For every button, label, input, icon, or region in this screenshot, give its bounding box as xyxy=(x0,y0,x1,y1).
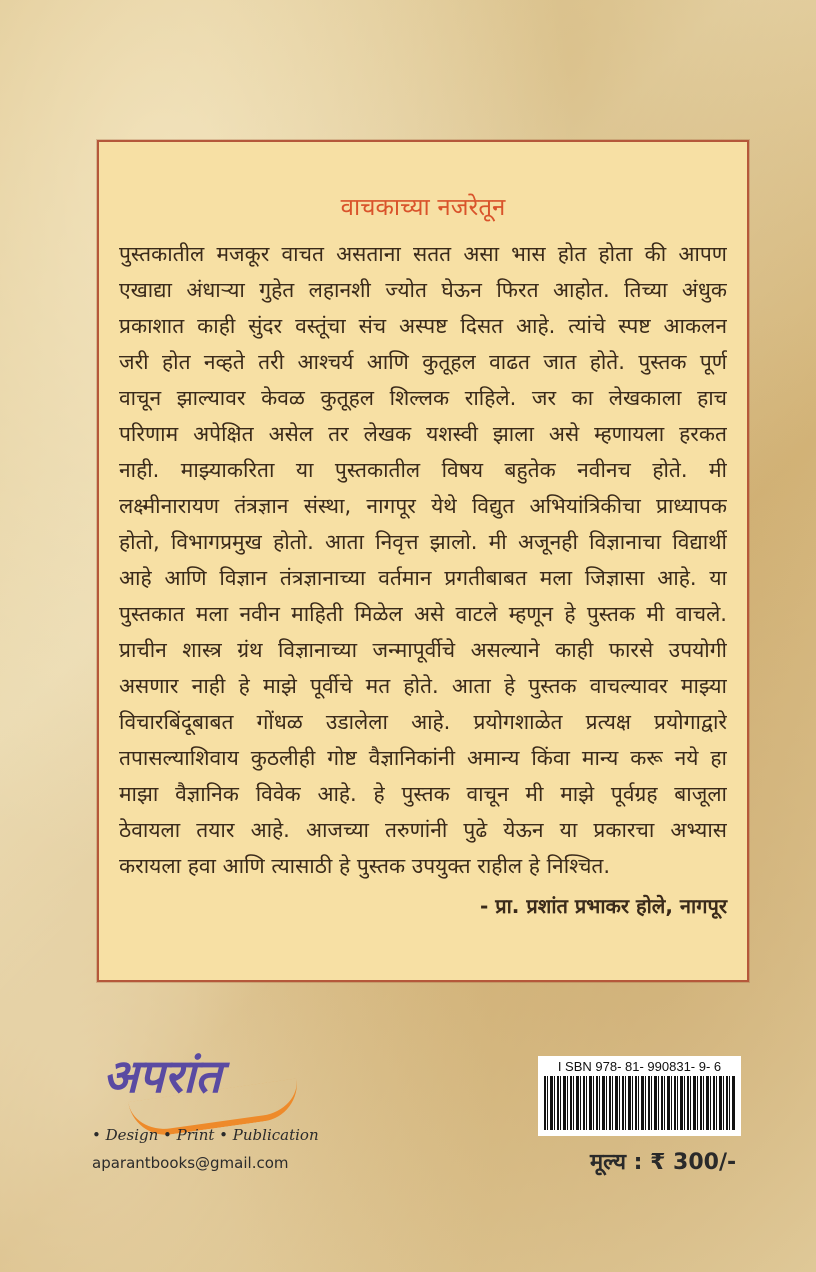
review-line: प्रकाशात काही सुंदर वस्तूंचा संच अस्पष्ट दिसत आहे. त्यांचे स्पष्ट आकलन xyxy=(119,314,727,338)
review-line: परिणाम अपेक्षित असेल तर लेखक यशस्वी झाला असे म्हणायला हरकत xyxy=(119,422,727,446)
review-line: जरी होत नव्हते तरी आश्चर्य आणि कुतूहल वाढत जात होते. पुस्तक पूर्ण xyxy=(119,350,727,374)
review-line: प्राचीन शास्त्र ग्रंथ विज्ञानाच्या जन्मापूर्वीचे असल्याने काही फारसे उपयोगी xyxy=(119,638,727,662)
barcode-bars xyxy=(544,1076,735,1130)
isbn-number: I SBN 978- 81- 990831- 9- 6 xyxy=(557,1059,722,1074)
review-line: नाही. माझ्याकरिता या पुस्तकातील विषय बहुतेक नवीनच होते. मी xyxy=(119,458,727,482)
isbn-barcode xyxy=(538,1056,741,1136)
review-line: लक्ष्मीनारायण तंत्रज्ञान संस्था, नागपूर येथे विद्युत अभियांत्रिकीचा प्राध्यापक xyxy=(119,494,727,518)
review-body xyxy=(119,236,727,884)
review-line: पुस्तकातील मजकूर वाचत असताना सतत असा भास होत होता की आपण xyxy=(119,242,727,266)
publisher-email: aparantbooks@gmail.com xyxy=(92,1154,289,1172)
review-line: विचारबिंदूबाबत गोंधळ उडालेला आहे. प्रयोगशाळेत प्रत्यक्ष प्रयोगाद्वारे xyxy=(119,710,727,734)
publisher-logo xyxy=(95,1040,295,1125)
review-line: तपासल्याशिवाय कुठलीही गोष्ट वैज्ञानिकांनी अमान्य किंवा मान्य करू नये हा xyxy=(119,746,727,770)
review-line: पुस्तकात मला नवीन माहिती मिळेल असे वाटले म्हणून हे पुस्तक मी वाचले. xyxy=(119,602,727,626)
review-line: आहे आणि विज्ञान तंत्रज्ञानाच्या वर्तमान प्रगतीबाबत मला जिज्ञासा आहे. या xyxy=(119,566,727,590)
review-line: माझा वैज्ञानिक विवेक आहे. हे पुस्तक वाचून मी माझे पूर्वग्रह बाजूला xyxy=(119,782,727,806)
review-line: एखाद्या अंधाऱ्या गुहेत लहानशी ज्योत घेऊन फिरत आहोत. तिच्या अंधुक xyxy=(119,278,727,302)
review-line: ठेवायला तयार आहे. आजच्या तरुणांनी पुढे येऊन या प्रकारचा अभ्यास xyxy=(119,818,727,842)
review-line: वाचून झाल्यावर केवळ कुतूहल शिल्लक राहिले. जर का लेखकाला हाच xyxy=(119,386,727,410)
review-panel xyxy=(97,140,749,982)
publisher-tagline: • Design • Print • Publication xyxy=(92,1126,319,1144)
review-title: वाचकाच्या नजरेतून xyxy=(340,193,506,221)
review-signature: - प्रा. प्रशांत प्रभाकर होले, नागपूर xyxy=(479,894,727,918)
review-line: करायला हवा आणि त्यासाठी हे पुस्तक उपयुक्त राहील हे निश्चित. xyxy=(119,854,611,878)
logo-wordmark: अपरांत xyxy=(103,1049,222,1103)
review-line: असणार नाही हे माझे पूर्वीचे मत होते. आता हे पुस्तक वाचल्यावर माझ्या xyxy=(119,674,727,698)
price: मूल्य : ₹ 300/- xyxy=(590,1150,737,1175)
review-line: होतो, विभागप्रमुख होतो. आता निवृत्त झालो. मी अजूनही विज्ञानाचा विद्यार्थी xyxy=(119,530,727,554)
